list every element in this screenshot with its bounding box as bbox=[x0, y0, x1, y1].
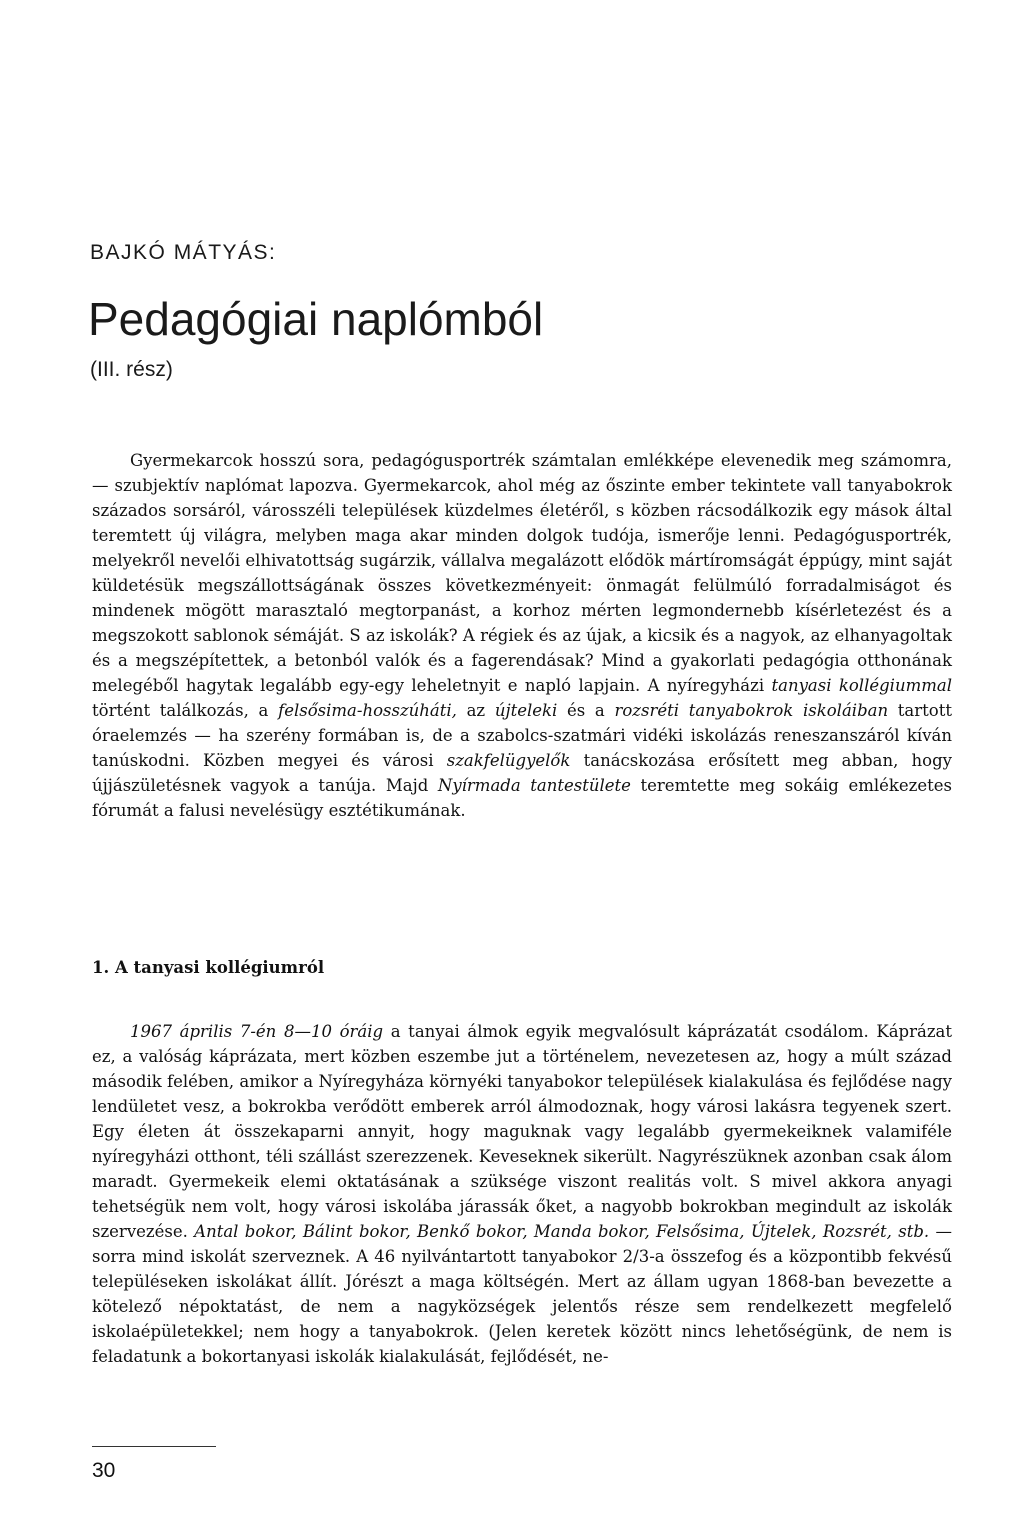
intro-text-part: teremtette meg sokáig emlékezetes fórumát a falusi nevelésügy esztétikumának. bbox=[92, 776, 952, 820]
intro-paragraph bbox=[92, 448, 952, 823]
author-name: BAJKÓ MÁTYÁS: bbox=[90, 241, 277, 264]
intro-text-part: az bbox=[456, 701, 495, 720]
intro-text-part: Gyermekarcok hosszú sora, pedagógusportrék számtalan emlékképe elevenedik meg számomra, — szubjektív naplómat lapozva. Gyermekarcok, ahol még az őszinte ember tekintete vall tanyabokrok százados sorsáról, városszéli települések küzdelmes életéről, s közben rácsodálkozik egy mások által teremtett új világra, melyben maga akar minden dolgok tudója, ismerője lenni. Pedagógusportrék, melyekről nevelői elhivatottság sugárzik, vállalva megalázott elődök mártíromságát éppúgy, mint saját küldetésük megszállottságának összes következményeit: önmagát felülmúló forradalmiságot és mindenek mögött marasztaló megtorpanást, a korhoz mérten legmondernebb kísérletezést és a megszokott sablonok sémáját. S az iskolák? A régiek és az újak, a kicsik és a nagyok, az elhanyagoltak és a megszépítettek, a betonból valók és a fagerendásak? Mind a gyakorlati pedagógia otthonának melegéből hagytak legalább egy-egy leheletnyit e napló lapjain. A nyíregyházi bbox=[92, 451, 952, 695]
intro-emphasis: felsősima-hosszúháti, bbox=[278, 701, 457, 720]
page-number: 30 bbox=[92, 1459, 116, 1482]
intro-emphasis: tanyasi kollégiummal bbox=[771, 676, 952, 695]
section-emphasis: 1967 április 7-én 8—10 óráig bbox=[130, 1022, 384, 1041]
section-text-part: — sorra mind iskolát szerveznek. A 46 nyilvántartott tanyabokor 2/3-a összefog és a központibb fekvésű településeken iskolákat állít. Jórészt a maga költségén. Mert az állam ugyan 1868-ban bevezette a kötelező népoktatást, de nem a nagyközségek jelentős része sem rendelkezett megfelelő iskolaépületekkel; nem hogy a tanyabokrok. (Jelen keretek között nincs lehetőségünk, de nem is feladatunk a bokortanyasi iskolák kialakulását, fejlődését, ne- bbox=[92, 1222, 952, 1366]
section-text-part: a tanyai álmok egyik megvalósult káprázatát csodálom. Káprázat ez, a valóság káprázata, mert közben eszembe jut a történelem, nevezetesen az, hogy a múlt század második felében, amikor a Nyíregyháza környéki tanyabokor települések kialakulása és fejlődése nagy lendületet vesz, a bokrokba verődött emberek arról álmodoznak, hogy városi lakásra tegyenek szert. Egy életen át összekaparni annyit, hogy maguknak vagy legalább gyermekeiknek valamiféle nyíregyházi otthont, téli szállást szerezzenek. Keveseknek sikerült. Nagyrészüknek azonban csak álom maradt. Gyermekeik elemi oktatásának a szüksége viszont realitás volt. S mivel akkora anyagi tehetségük nem volt, hogy városi iskolába járassák őket, a nagyobb bokrokban megindult az iskolák szervezése. bbox=[92, 1022, 952, 1241]
intro-emphasis: szakfelügyelők bbox=[446, 751, 571, 770]
intro-emphasis: újteleki bbox=[494, 701, 558, 720]
intro-text-part: történt találkozás, a bbox=[92, 701, 279, 720]
intro-emphasis: rozsréti tanyabokrok iskoláiban bbox=[614, 701, 889, 720]
section-emphasis: Antal bokor, Bálint bokor, Benkő bokor, Manda bokor, Felsősima, Újtelek, Rozsrét, stb. bbox=[194, 1222, 930, 1241]
intro-text bbox=[92, 448, 952, 823]
article-title: Pedagógiai naplómból bbox=[88, 293, 544, 345]
intro-text-part: tanácskozása erősített meg abban, hogy újjászületésnek vagyok a tanúja. Majd bbox=[92, 751, 952, 795]
footnote-divider bbox=[92, 1446, 216, 1447]
intro-text-part: tartott óraelemzés — ha szerény formában is, de a szabolcs-szatmári vidéki iskolázás reneszanszáról kíván tanúskodni. Közben megyei és városi bbox=[92, 701, 952, 770]
article-subtitle: (III. rész) bbox=[90, 358, 173, 381]
intro-emphasis: Nyírmada tantestülete bbox=[437, 776, 631, 795]
intro-text-part: és a bbox=[557, 701, 615, 720]
section-paragraph bbox=[92, 1019, 952, 1369]
section-heading: 1. A tanyasi kollégiumról bbox=[92, 958, 325, 977]
section-text bbox=[92, 1019, 952, 1369]
